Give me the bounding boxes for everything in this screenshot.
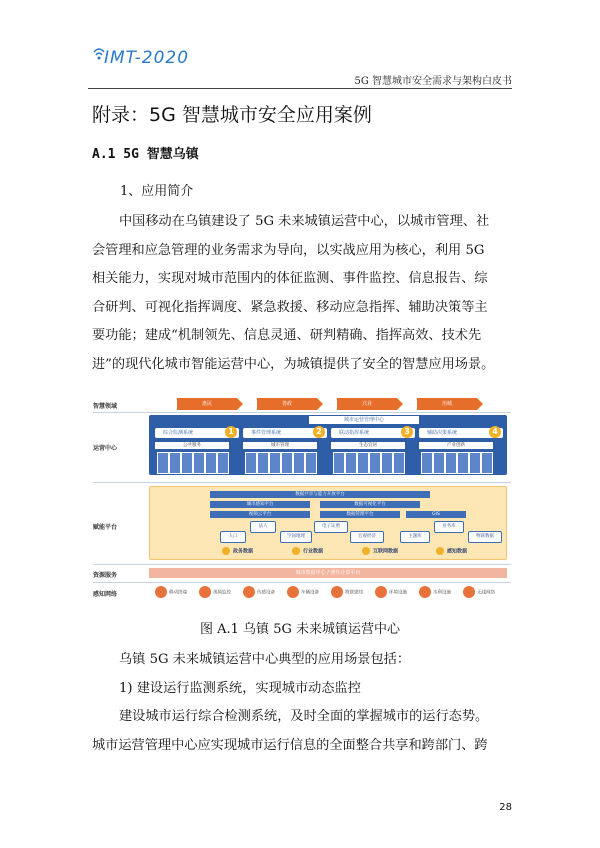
row-label-sensing: 感知网络 xyxy=(93,591,118,598)
system-pill xyxy=(155,428,239,438)
paragraph-line: 会管理和应急管理的业务需求为导向，以实战应用为核心，利用 5G xyxy=(92,242,485,258)
sensor-label: 水利设施 xyxy=(433,590,451,596)
data-source-label: 感知数据 xyxy=(447,548,468,555)
ops-module-tile xyxy=(257,452,269,474)
platform-bar: 数据可视化平台 xyxy=(320,501,420,508)
paragraph-line: 相关能力，实现对城市范围内的体征监测、事件监控、信息报告、综 xyxy=(92,271,488,286)
sensor-label: 环境设施 xyxy=(389,590,407,596)
sensor-item xyxy=(375,586,407,600)
paragraph-line: 乌镇 5G 未来城镇运营中心典型的应用场景包括： xyxy=(119,652,411,667)
sensor-label: 无线网络 xyxy=(477,590,495,596)
ops-module-tile xyxy=(345,452,357,474)
domain-arrow: 治城 xyxy=(417,398,477,410)
sensor-icon xyxy=(419,586,431,598)
system-label: 辅助决策系统 xyxy=(427,430,458,436)
ops-module-tile xyxy=(181,452,193,474)
data-source-label: 行业数据 xyxy=(303,548,324,555)
data-source-label: 互联网数据 xyxy=(373,548,399,555)
intro-paragraph xyxy=(92,208,512,379)
ops-module-tile xyxy=(393,452,405,474)
data-source xyxy=(292,547,323,557)
platform-bar: 数据管理平台 xyxy=(320,511,400,518)
domain-arrow: 善政 xyxy=(257,398,317,410)
ops-module-tile xyxy=(445,452,457,474)
ops-module-tile xyxy=(193,452,205,474)
data-chip: 人口 xyxy=(220,531,246,543)
sensor-icon xyxy=(199,586,211,598)
enablement-platform-box xyxy=(149,486,507,560)
sensor-icon xyxy=(243,586,255,598)
sensor-label: 传感设备 xyxy=(257,590,275,596)
figure-caption: 图 A.1 乌镇 5G 未来城镇运营中心 xyxy=(200,622,400,637)
sensor-item xyxy=(199,586,231,600)
data-chip: 法人 xyxy=(250,521,276,533)
system-pill xyxy=(419,428,503,438)
sensor-label: 车辆设备 xyxy=(301,590,319,596)
header-rule xyxy=(88,88,512,89)
system-label: 联动指挥系统 xyxy=(339,430,370,436)
ops-module-tile xyxy=(369,452,381,474)
divider xyxy=(93,582,511,583)
paragraph-line: 中国移动在乌镇建设了 5G 未来城镇运营中心，以城市管理、社 xyxy=(119,214,490,229)
system-label: 综合监测系统 xyxy=(163,430,194,436)
operations-center-box xyxy=(149,415,507,475)
platform-bar: 数据共享与能力开放平台 xyxy=(210,491,430,498)
data-source xyxy=(362,547,398,557)
ops-subheading: 生态宜居 xyxy=(331,442,405,449)
database-icon xyxy=(436,547,444,555)
domain-arrow: 惠民 xyxy=(177,398,237,410)
data-source xyxy=(436,547,467,557)
data-source xyxy=(222,547,253,557)
data-source-label: 政务数据 xyxy=(233,548,254,555)
database-icon xyxy=(292,547,300,555)
sensor-item xyxy=(287,586,319,600)
running-header: 5G 智慧城市安全需求与架构白皮书 xyxy=(354,76,512,87)
page-number: 28 xyxy=(499,802,512,813)
ops-header: 城市运营管理中心 xyxy=(309,416,419,424)
appendix-title: 附录：5G 智慧城市安全应用案例 xyxy=(92,104,372,126)
ops-module-tile xyxy=(281,452,293,474)
system-label: 事件管理系统 xyxy=(251,430,282,436)
database-icon xyxy=(362,547,370,555)
system-number: 3 xyxy=(401,426,413,438)
sensor-icon xyxy=(155,586,167,598)
ops-subheading: 城市管理 xyxy=(243,442,317,449)
system-number: 2 xyxy=(313,426,325,438)
row-label-resource: 资源服务 xyxy=(93,572,118,579)
system-pill xyxy=(243,428,327,438)
divider xyxy=(93,412,511,413)
ops-module-tile xyxy=(421,452,433,474)
platform-bar: 视频云平台 xyxy=(210,511,310,518)
system-pill xyxy=(331,428,415,438)
paragraph-line: 合研判、可视化指挥调度、紧急救援、移动应急指挥、辅助决策等主 xyxy=(92,299,488,315)
data-chip: 空间地理 xyxy=(280,531,312,543)
data-chip: 宏观经济 xyxy=(350,531,384,543)
ops-subheading: 产业创新 xyxy=(419,442,493,449)
sensor-icon xyxy=(375,586,387,598)
ops-module-tile xyxy=(293,452,305,474)
platform-bar: GIS xyxy=(406,511,466,518)
paragraph-line: 进”的现代化城市智能运营中心，为城镇提供了安全的智慧应用场景。 xyxy=(92,356,495,372)
divider xyxy=(93,482,511,483)
subsection-title: 1、应用简介 xyxy=(120,184,194,199)
ops-module-tile xyxy=(433,452,445,474)
ops-module-tile xyxy=(169,452,181,474)
sensor-icon xyxy=(331,586,343,598)
sensor-label: 视频监控 xyxy=(213,590,231,596)
section-title: A.1 5G 智慧乌镇 xyxy=(92,147,199,162)
scenarios-intro xyxy=(92,646,512,760)
architecture-figure xyxy=(93,396,511,608)
data-chip: 电子证照 xyxy=(314,521,348,533)
platform-bar: 城市感知平台 xyxy=(210,501,310,508)
row-label-domain: 智慧领域 xyxy=(93,403,118,410)
data-chip: 物联数据 xyxy=(468,531,502,543)
ops-module-tile xyxy=(381,452,393,474)
sensor-icon xyxy=(287,586,299,598)
sensor-item xyxy=(463,586,495,600)
paragraph-line: 要功能；建成“机制领先、信息灵通、研判精确、指挥高效、技术先 xyxy=(92,328,482,343)
ops-module-tile xyxy=(217,452,229,474)
ops-module-tile xyxy=(357,452,369,474)
list-item: 1) 建设运行监测系统，实现城市动态监控 xyxy=(119,680,361,696)
ops-module-tile xyxy=(305,452,317,474)
ops-module-tile xyxy=(469,452,481,474)
sensor-icon xyxy=(463,586,475,598)
row-label-enable: 赋能平台 xyxy=(93,524,118,531)
logo-text: IMT-2020 xyxy=(104,48,190,68)
data-chip: 业务库 xyxy=(434,521,464,533)
domain-arrow: 兴业 xyxy=(337,398,397,410)
ops-module-tile xyxy=(245,452,257,474)
resource-bar: 城市数据中心 / 弹性计算平台 xyxy=(149,568,507,578)
system-number: 4 xyxy=(489,426,501,438)
sensor-item xyxy=(419,586,451,600)
ops-module-tile xyxy=(205,452,217,474)
paragraph-line: 建设城市运行综合检测系统，及时全面的掌握城市的运行态势。 xyxy=(119,709,489,724)
ops-module-tile xyxy=(157,452,169,474)
system-number: 1 xyxy=(225,426,237,438)
divider xyxy=(93,564,511,565)
sensor-label: 物联感知 xyxy=(345,590,363,596)
paragraph-line: 城市运营管理中心应实现城市运行信息的全面整合共享和跨部门、跨 xyxy=(92,737,488,753)
ops-module-tile xyxy=(457,452,469,474)
ops-module-tile xyxy=(269,452,281,474)
ops-module-tile xyxy=(333,452,345,474)
sensor-item xyxy=(331,586,363,600)
sensor-item xyxy=(243,586,275,600)
database-icon xyxy=(222,547,230,555)
sensor-label: 移动终端 xyxy=(169,590,187,596)
ops-module-tile xyxy=(481,452,493,474)
data-chip: 主题库 xyxy=(400,531,430,543)
sensor-item xyxy=(155,586,187,600)
row-label-ops: 运营中心 xyxy=(93,445,118,452)
ops-subheading: 公共服务 xyxy=(155,442,229,449)
